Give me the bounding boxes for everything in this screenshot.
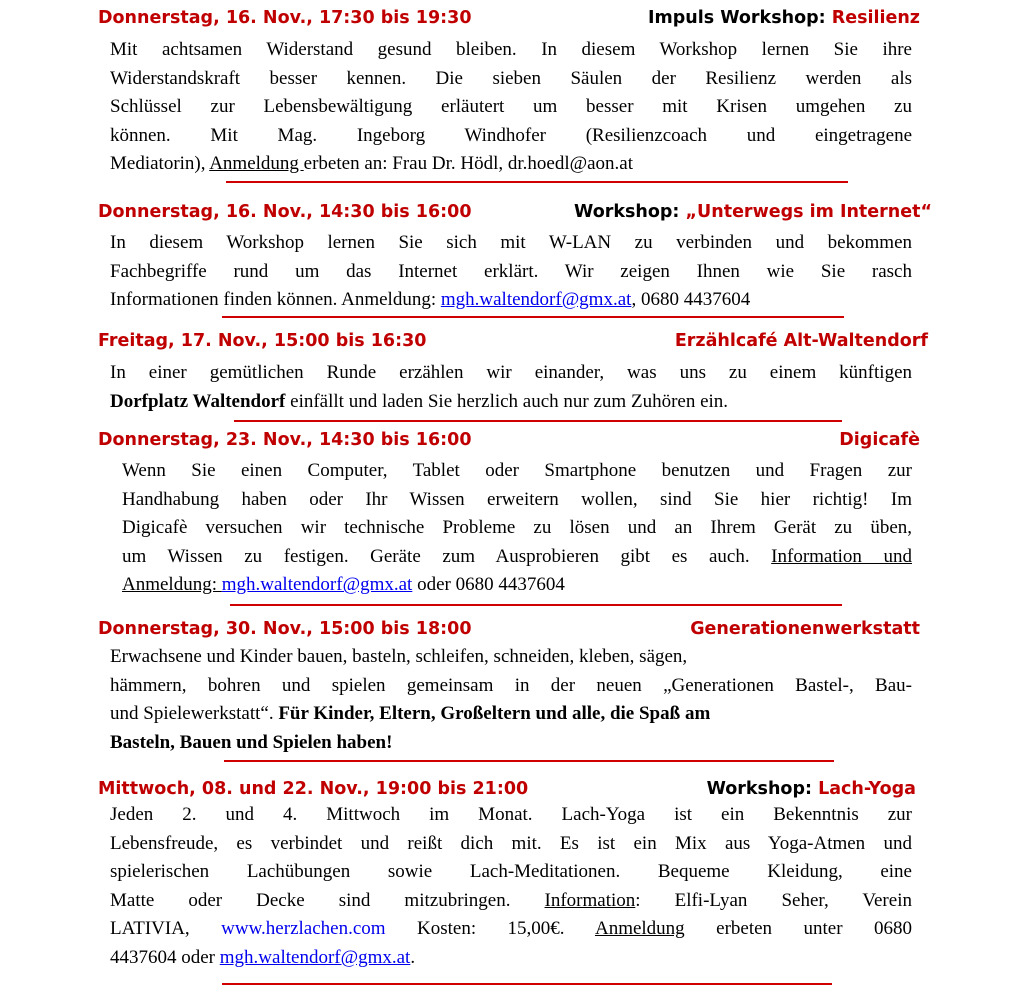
description-line: spielerischen Lachübungen sowie Lach-Meditationen. Bequeme Kleidung, eine bbox=[110, 861, 912, 883]
event-title-main: Lach-Yoga bbox=[818, 779, 916, 799]
text-fragment: . bbox=[410, 946, 416, 968]
description-line: Widerstandskraft besser kennen. Die sieben Säulen der Resilienz werden als bbox=[110, 67, 912, 89]
description-line bbox=[110, 388, 912, 417]
text-fragment: erbeten unter 0680 bbox=[684, 918, 912, 940]
description-line: Schlüssel zur Lebensbewältigung erläutert um besser mit Krisen umgehen zu bbox=[110, 96, 912, 118]
event-date: Donnerstag, 16. Nov., 17:30 bis 19:30 bbox=[98, 8, 472, 28]
registration-label: Anmeldung bbox=[209, 153, 304, 175]
event-date: Donnerstag, 30. Nov., 15:00 bis 18:00 bbox=[98, 619, 472, 639]
event-title bbox=[675, 328, 928, 354]
description-line: Fachbegriffe rund um das Internet erklärt. Wir zeigen Ihnen wie Sie rasch bbox=[110, 260, 912, 282]
event-title-main: Digicafè bbox=[839, 430, 920, 450]
event-date: Donnerstag, 16. Nov., 14:30 bis 16:00 bbox=[98, 202, 472, 222]
text-fragment: erbeten an: Frau Dr. Hödl, dr.hoedl@aon.at bbox=[303, 153, 633, 175]
description-line: Basteln, Bauen und Spielen haben! bbox=[110, 731, 393, 753]
description-line bbox=[122, 571, 912, 600]
event-header bbox=[98, 776, 920, 802]
description-line: Erwachsene und Kinder bauen, basteln, schleifen, schneiden, kleben, sägen, bbox=[110, 646, 688, 667]
email-link[interactable]: mgh.waltendorf@gmx.at bbox=[219, 946, 411, 968]
event-title-prefix: Impuls Workshop: bbox=[647, 8, 832, 28]
text-fragment: Informationen finden können. Anmeldung: bbox=[110, 289, 441, 311]
event-date: Freitag, 17. Nov., 15:00 bis 16:30 bbox=[98, 331, 427, 351]
email-link[interactable]: mgh.waltendorf@gmx.at bbox=[440, 289, 632, 311]
event-description bbox=[110, 359, 912, 416]
event-header bbox=[98, 328, 928, 354]
description-line: Lebensfreude, es verbindet und reißt dich mit. Es ist ein Mix aus Yoga-Atmen und bbox=[110, 832, 912, 854]
event-header bbox=[98, 616, 920, 642]
description-line: Handhabung haben oder Ihr Wissen erweitern wollen, sind Sie hier richtig! Im bbox=[122, 488, 912, 510]
event-header bbox=[98, 199, 932, 225]
event-title-main: Generationenwerkstatt bbox=[690, 619, 920, 639]
text-fragment: LATIVIA, bbox=[110, 918, 222, 940]
separator-line bbox=[226, 181, 848, 183]
event-title bbox=[648, 5, 920, 31]
event-description bbox=[110, 801, 912, 973]
event-title-prefix: Workshop: bbox=[574, 202, 686, 222]
text-fragment: Matte oder Decke sind mitzubringen. bbox=[110, 889, 545, 911]
text-fragment: einfällt und laden Sie herzlich auch nur zum Zuhören ein. bbox=[285, 390, 729, 412]
event-description bbox=[110, 643, 912, 757]
registration-label: Anmeldung bbox=[594, 918, 685, 940]
text-fragment: : Elfi-Lyan Seher, Verein bbox=[635, 889, 912, 911]
event-date: Donnerstag, 23. Nov., 14:30 bis 16:00 bbox=[98, 430, 472, 450]
text-fragment: , 0680 4437604 bbox=[631, 289, 751, 311]
text-fragment: um Wissen zu festigen. Geräte zum Ausprobieren gibt es auch. bbox=[122, 545, 772, 567]
description-line bbox=[110, 944, 912, 973]
event-title bbox=[574, 199, 932, 225]
event-title-prefix: Workshop: bbox=[706, 779, 819, 799]
event-title bbox=[690, 616, 920, 642]
website-link[interactable]: www.herzlachen.com bbox=[221, 918, 386, 940]
description-line: Wenn Sie einen Computer, Tablet oder Smartphone benutzen und Fragen zur bbox=[122, 460, 912, 481]
description-line bbox=[110, 915, 912, 944]
info-label: Information bbox=[544, 889, 636, 911]
separator-line bbox=[222, 983, 832, 985]
description-line: Digicafè versuchen wir technische Probleme zu lösen und an Ihrem Gerät zu üben, bbox=[122, 517, 912, 539]
description-line bbox=[110, 150, 912, 179]
separator-line bbox=[222, 316, 844, 318]
event-description bbox=[110, 229, 912, 315]
description-line: In diesem Workshop lernen Sie sich mit W-LAN zu verbinden und bekommen bbox=[110, 232, 912, 253]
description-line bbox=[110, 700, 912, 729]
description-line: Jeden 2. und 4. Mittwoch im Monat. Lach-Yoga ist ein Bekenntnis zur bbox=[110, 804, 912, 825]
separator-line bbox=[234, 420, 842, 422]
place-name: Dorfplatz Waltendorf bbox=[110, 390, 286, 412]
description-line bbox=[122, 543, 912, 572]
text-fragment: und Spielewerkstatt“. bbox=[110, 703, 279, 725]
separator-line bbox=[224, 760, 834, 762]
email-link[interactable]: mgh.waltendorf@gmx.at bbox=[221, 574, 413, 596]
description-line: hämmern, bohren und spielen gemeinsam in der neuen „Generationen Bastel-, Bau- bbox=[110, 674, 912, 696]
event-title-main: Resilienz bbox=[831, 8, 920, 28]
text-fragment: 4437604 oder bbox=[110, 946, 220, 968]
event-title bbox=[707, 776, 916, 802]
event-description bbox=[122, 457, 912, 600]
event-date: Mittwoch, 08. und 22. Nov., 19:00 bis 21:00 bbox=[98, 779, 529, 799]
event-title-main: „Unterwegs im Internet“ bbox=[685, 202, 932, 222]
description-line: können. Mit Mag. Ingeborg Windhofer (Resilienzcoach und eingetragene bbox=[110, 124, 912, 146]
description-line: In einer gemütlichen Runde erzählen wir einander, was uns zu einem künftigen bbox=[110, 362, 912, 383]
description-line bbox=[110, 887, 912, 916]
info-label: Information und bbox=[771, 545, 912, 567]
target-audience: Für Kinder, Eltern, Großeltern und alle, die Spaß am bbox=[278, 703, 711, 725]
event-header bbox=[98, 427, 920, 453]
text-fragment: Mediatorin), bbox=[110, 153, 210, 175]
text-fragment: oder 0680 4437604 bbox=[412, 574, 565, 596]
event-title-main: Erzählcafé Alt-Waltendorf bbox=[674, 331, 928, 351]
event-description bbox=[110, 36, 912, 179]
registration-label: Anmeldung: bbox=[122, 574, 217, 596]
separator-line bbox=[230, 604, 842, 606]
description-line: Mit achtsamen Widerstand gesund bleiben. In diesem Workshop lernen Sie ihre bbox=[110, 39, 912, 60]
event-title bbox=[839, 427, 920, 453]
event-header bbox=[98, 5, 920, 31]
description-line bbox=[110, 286, 912, 315]
text-fragment: Kosten: 15,00€. bbox=[385, 918, 595, 940]
